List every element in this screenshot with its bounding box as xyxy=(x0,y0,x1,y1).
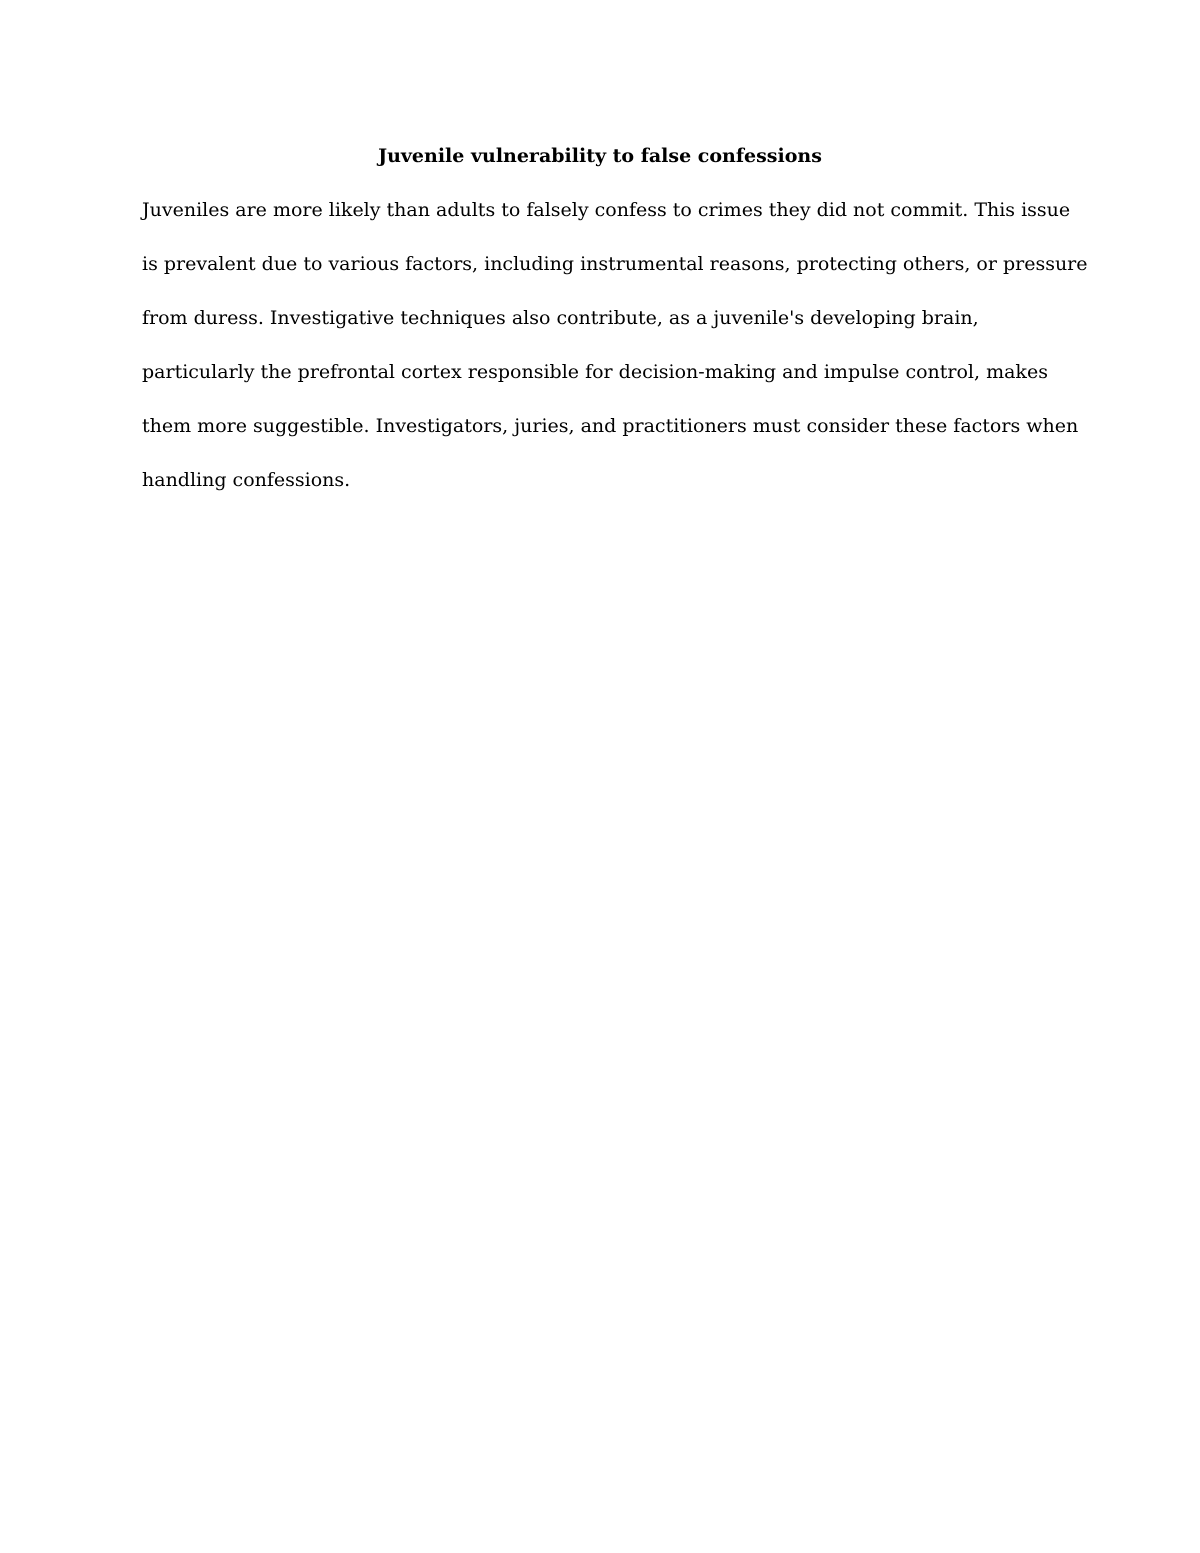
paragraph-line: from duress. Investigative techniques also contribute, as a juvenile's developing brain, xyxy=(142,307,979,329)
paragraph-line: particularly the prefrontal cortex responsible for decision-making and impulse control, makes xyxy=(142,361,1048,383)
document-title: Juvenile vulnerability to false confessions xyxy=(378,145,822,167)
paragraph-line: handling confessions. xyxy=(142,469,351,491)
paragraph-line: them more suggestible. Investigators, juries, and practitioners must consider these factors when xyxy=(142,415,1079,437)
body-paragraph xyxy=(142,196,1102,520)
paragraph-line: Juveniles are more likely than adults to falsely confess to crimes they did not commit. This issue xyxy=(142,199,1071,221)
paragraph-line: is prevalent due to various factors, including instrumental reasons, protecting others, or pressure xyxy=(142,253,1088,275)
